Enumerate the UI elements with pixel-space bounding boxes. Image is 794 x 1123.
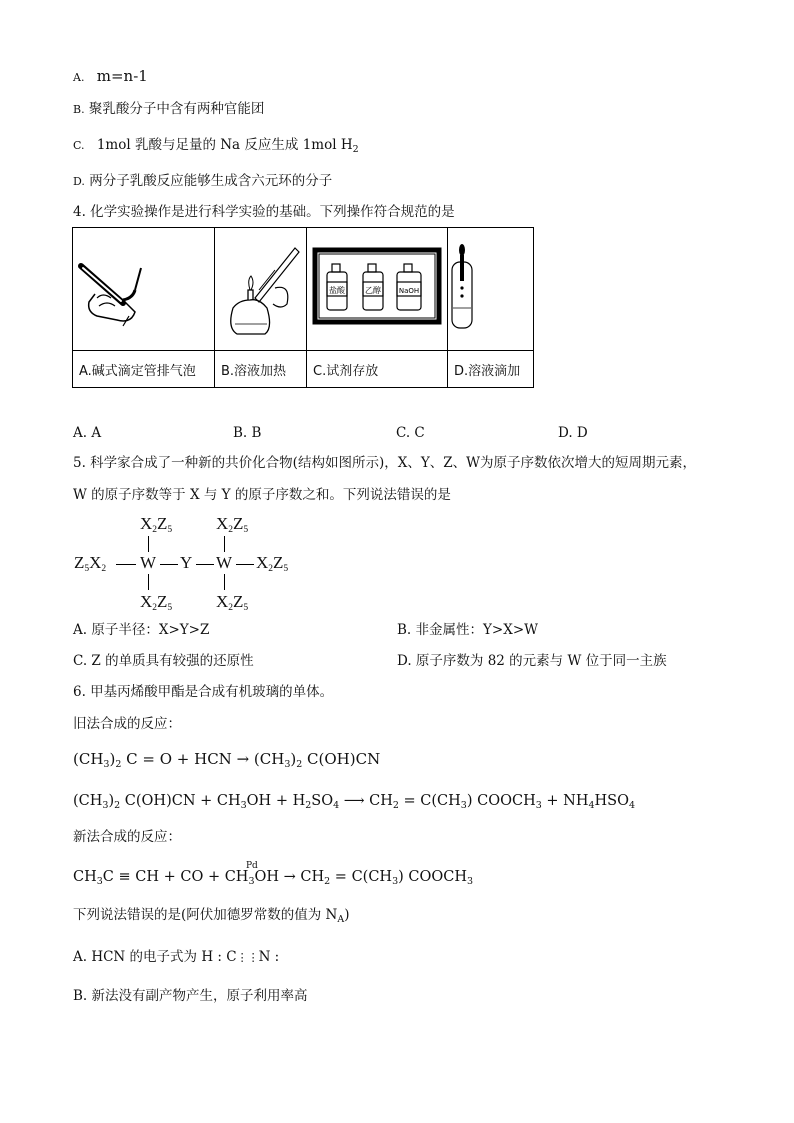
equation-old-2: $(CH_3)_2$ $C(OH)CN + CH_3OH + H_2SO_4$ ⟶ $CH_2 = C(CH_3)$ $COOCH_3 + NH_4HSO_4$	[73, 793, 636, 811]
q5-option-b: B. 非金属性：Y>X>W	[397, 622, 539, 638]
q5-option-d: D. 原子序数为 82 的元素与 W 位于同一主族	[397, 653, 667, 669]
option-text: A. HCN 的电子式为 H : C	[73, 949, 237, 965]
dropper-icon	[448, 228, 533, 346]
caption-a: A.碱式滴定管排气泡	[73, 351, 215, 388]
q3-option-d	[73, 172, 332, 191]
caption-c: C.试剂存放	[307, 351, 448, 388]
option-letter: A.	[73, 71, 85, 84]
bottle-label: 乙醇	[365, 286, 381, 295]
q3-option-a	[73, 67, 148, 87]
q6-option-b: B. 新法没有副产物产生，原子利用率高	[73, 988, 308, 1004]
group-bottom-left: $X_2Z_5$	[140, 592, 173, 613]
reagent-shelf-icon	[307, 228, 447, 346]
group-right: $X_2Z_5$	[256, 553, 289, 574]
q5-structure-diagram	[74, 512, 314, 612]
option-text: N :	[258, 949, 280, 965]
test-tube-heating-icon	[215, 228, 306, 346]
image-cell-a	[73, 228, 215, 351]
atom-y: Y	[180, 553, 193, 572]
bond-line	[148, 574, 149, 590]
burette-bubble-icon	[73, 228, 214, 346]
group-left: $Z_5X_2$	[74, 553, 107, 574]
q3-option-c	[73, 136, 359, 159]
q6-new-label: 新法合成的反应：	[73, 829, 181, 845]
q5-stem-line1: 5. 科学家合成了一种新的共价化合物(结构如图所示)，X、Y、Z、W为原子序数依次增大的短周期元素，	[73, 455, 696, 471]
image-cell-b	[215, 228, 307, 351]
caption-b: B.溶液加热	[215, 351, 307, 388]
q6-old-label: 旧法合成的反应：	[73, 716, 181, 732]
atom-w-left: W	[140, 553, 157, 572]
caption-d: D.溶液滴加	[448, 351, 534, 388]
option-letter: B.	[73, 103, 85, 116]
equation-new: $CH_3C$ ≡ CH + CO + $CH_3OH \to CH_2 = C(CH_3)$ $COOCH_3$	[73, 869, 474, 887]
option-text: 1mol 乳酸与足量的 Na 反应生成 1mol H	[96, 137, 353, 153]
equation-old-1: $(CH_3)_2$ C = O + HCN → $(CH_3)_2$ C(OH)CN	[73, 750, 381, 770]
option-text: 两分子乳酸反应能够生成含六元环的分子	[89, 173, 333, 189]
q4-stem: 4. 化学实验操作是进行科学实验的基础。下列操作符合规范的是	[73, 204, 455, 220]
q5-option-c: C. Z 的单质具有较强的还原性	[73, 653, 254, 669]
image-cell-d	[448, 228, 534, 351]
bottle-label: 盐酸	[329, 286, 345, 295]
q4-option-d: D. D	[558, 425, 588, 441]
bottle-label: NaOH	[398, 287, 420, 295]
bond-line	[196, 564, 214, 565]
q3-option-b	[73, 100, 264, 119]
bond-line	[224, 574, 225, 590]
option-letter: C.	[73, 139, 85, 152]
q4-experiment-table	[72, 227, 534, 388]
option-text: 聚乳酸分子中含有两种官能团	[88, 101, 265, 117]
q6-stem: 6. 甲基丙烯酸甲酯是合成有机玻璃的单体。	[73, 684, 334, 700]
q5-stem-line2: W 的原子序数等于 X 与 Y 的原子序数之和。下列说法错误的是	[73, 487, 451, 503]
triple-bond-dots: ⋮⋮	[236, 951, 259, 964]
q4-option-a: A. A	[73, 425, 102, 441]
catalyst-label: Pd	[246, 861, 258, 871]
bond-line	[148, 536, 149, 552]
option-text: m=n-1	[96, 67, 148, 85]
bond-line	[224, 536, 225, 552]
q6-question: 下列说法错误的是(阿伏加德罗常数的值为 $N_A$)	[73, 907, 350, 925]
image-cell-c	[307, 228, 448, 351]
bond-line	[236, 564, 254, 565]
q4-option-c: C. C	[396, 425, 425, 441]
bond-line	[116, 564, 136, 565]
subscript: 2	[352, 144, 359, 155]
q5-option-a: A. 原子半径：X>Y>Z	[73, 622, 210, 638]
group-top-left: $X_2Z_5$	[140, 514, 173, 535]
q6-option-a	[73, 948, 279, 967]
q4-option-b: B. B	[233, 425, 262, 441]
option-letter: D.	[73, 175, 85, 188]
bond-line	[160, 564, 178, 565]
group-bottom-right: $X_2Z_5$	[216, 592, 249, 613]
atom-w-right: W	[216, 553, 233, 572]
group-top-right: $X_2Z_5$	[216, 514, 249, 535]
